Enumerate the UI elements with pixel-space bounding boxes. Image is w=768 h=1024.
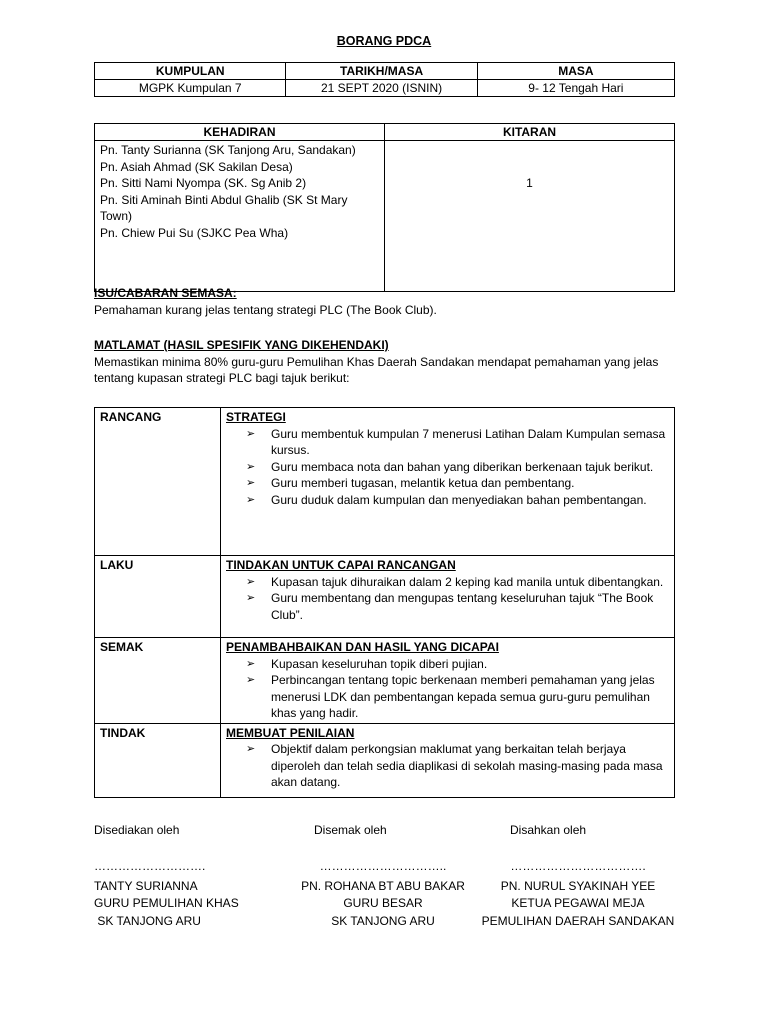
phase-label: LAKU [95,556,221,638]
info-table [94,62,675,97]
signatory-org: SK TANJONG ARU [331,913,435,928]
list-item: ➢ Guru duduk dalam kumpulan dan menyediakan bahan pembentangan. [246,492,669,509]
phase-heading: STRATEGI [226,410,286,424]
list-item: ➢ Guru membaca nota dan bahan yang diberikan berkenaan tajuk berikut. [246,459,669,476]
signatory-role: GURU BESAR [343,896,423,910]
goal-text: Memastikan minima 80% guru-guru Pemulihan Khas Daerah Sandakan mendapat pemahaman yang jelas tentang kupasan strategi PLC bagi tajuk berikut: [94,354,659,385]
info-table-value-row [95,80,675,97]
pdca-table [94,407,675,798]
phase-label: TINDAK [95,723,221,797]
signatory-name: TANTY SURIANNA [94,878,198,893]
attendee: Pn. Sitti Nami Nyompa (SK. Sg Anib 2) [100,176,307,190]
list-item: ➢ Objektif dalam perkongsian maklumat yang berkaitan telah berjaya diperoleh dan telah sedia diaplikasi di sekolah masing-masing pada masa akan datang. [246,741,669,791]
pdca-row-rancang [95,408,675,556]
signatory-name: PN. NURUL SYAKINAH YEE [500,878,656,893]
header-tarikh-masa: TARIKH/MASA [286,63,477,80]
phase-item-list [226,574,669,624]
signature-line: ………………………. [94,859,206,873]
header-kehadiran: KEHADIRAN [95,124,385,141]
issue-text: Pemahaman kurang jelas tentang strategi PLC (The Book Club). [94,302,437,317]
goal-heading: MATLAMAT (HASIL SPESIFIK YANG DIKEHENDAKI) [94,338,389,352]
phase-content [221,408,675,556]
pdca-row-laku [95,556,675,638]
attendance-table [94,123,675,292]
header-masa: MASA [477,63,674,80]
signatory-name: PN. ROHANA BT ABU BAKAR [301,878,465,893]
signature-line: ………………………….. [319,859,447,873]
pdca-row-tindak [95,723,675,797]
signatory-org: PEMULIHAN DAERAH SANDAKAN [481,913,675,928]
attendance-body-row [95,141,675,292]
kitaran-value: 1 [385,141,675,292]
attendee: Pn. Chiew Pui Su (SJKC Pea Wha) [100,225,289,240]
value-tarikh-masa: 21 SEPT 2020 (ISNIN) [286,80,477,97]
phase-content [221,556,675,638]
issue-heading: ISU/CABARAN SEMASA: [94,286,237,300]
phase-label: SEMAK [95,638,221,724]
issue-section [94,285,694,318]
pdca-row-semak [95,638,675,724]
value-masa: 9- 12 Tengah Hari [477,80,674,97]
phase-content [221,723,675,797]
phase-item-list [226,656,669,722]
signature-label: Disemak oleh [314,823,387,837]
header-kumpulan: KUMPULAN [95,63,286,80]
attendance-header-row [95,124,675,141]
attendee: Pn. Tanty Surianna (SK Tanjong Aru, Sandakan) [100,143,356,157]
list-item: ➢ Guru membentang dan mengupas tentang keseluruhan tajuk “The Book Club”. [246,590,669,623]
signatory-role: KETUA PEGAWAI MEJA [511,896,645,910]
value-kumpulan: MGPK Kumpulan 7 [95,80,286,97]
list-item: ➢ Guru memberi tugasan, melantik ketua dan pembentang. [246,475,669,492]
attendee-list [95,141,385,292]
signatory-org: SK TANJONG ARU [94,913,201,928]
phase-heading: PENAMBAHBAIKAN DAN HASIL YANG DICAPAI [226,640,499,654]
signature-label: Disahkan oleh [510,823,587,837]
phase-label: RANCANG [95,408,221,556]
phase-item-list [226,426,669,509]
attendee: Pn. Asiah Ahmad (SK Sakilan Desa) [100,159,293,174]
list-item: ➢ Perbincangan tentang topic berkenaan memberi pemahaman yang jelas menerusi LDK dan pembentangan kepada semua guru-guru pemulihan khas yang hadir. [246,672,669,722]
signature-label: Disediakan oleh [94,823,180,837]
signatory-role: GURU PEMULIHAN KHAS [94,896,239,910]
list-item: ➢ Kupasan keseluruhan topik diberi pujian. [246,656,669,673]
phase-item-list [226,741,669,791]
signature-approved [478,822,678,930]
phase-heading: MEMBUAT PENILAIAN [226,725,355,740]
signature-reviewed [298,822,468,930]
list-item: ➢ Guru membentuk kumpulan 7 menerusi Latihan Dalam Kumpulan semasa kursus. [246,426,669,459]
goal-section [94,337,684,387]
header-kitaran: KITARAN [385,124,675,141]
signature-prepared [94,822,239,930]
signature-line: ……………………………. [510,859,646,873]
attendee: Pn. Siti Aminah Binti Abdul Ghalib (SK St Mary Town) [100,192,348,223]
document-title: BORANG PDCA [336,34,432,48]
phase-heading: TINDAKAN UNTUK CAPAI RANCANGAN [226,558,456,572]
info-table-header-row [95,63,675,80]
phase-content [221,638,675,724]
list-item: ➢ Kupasan tajuk dihuraikan dalam 2 keping kad manila untuk dibentangkan. [246,574,669,591]
